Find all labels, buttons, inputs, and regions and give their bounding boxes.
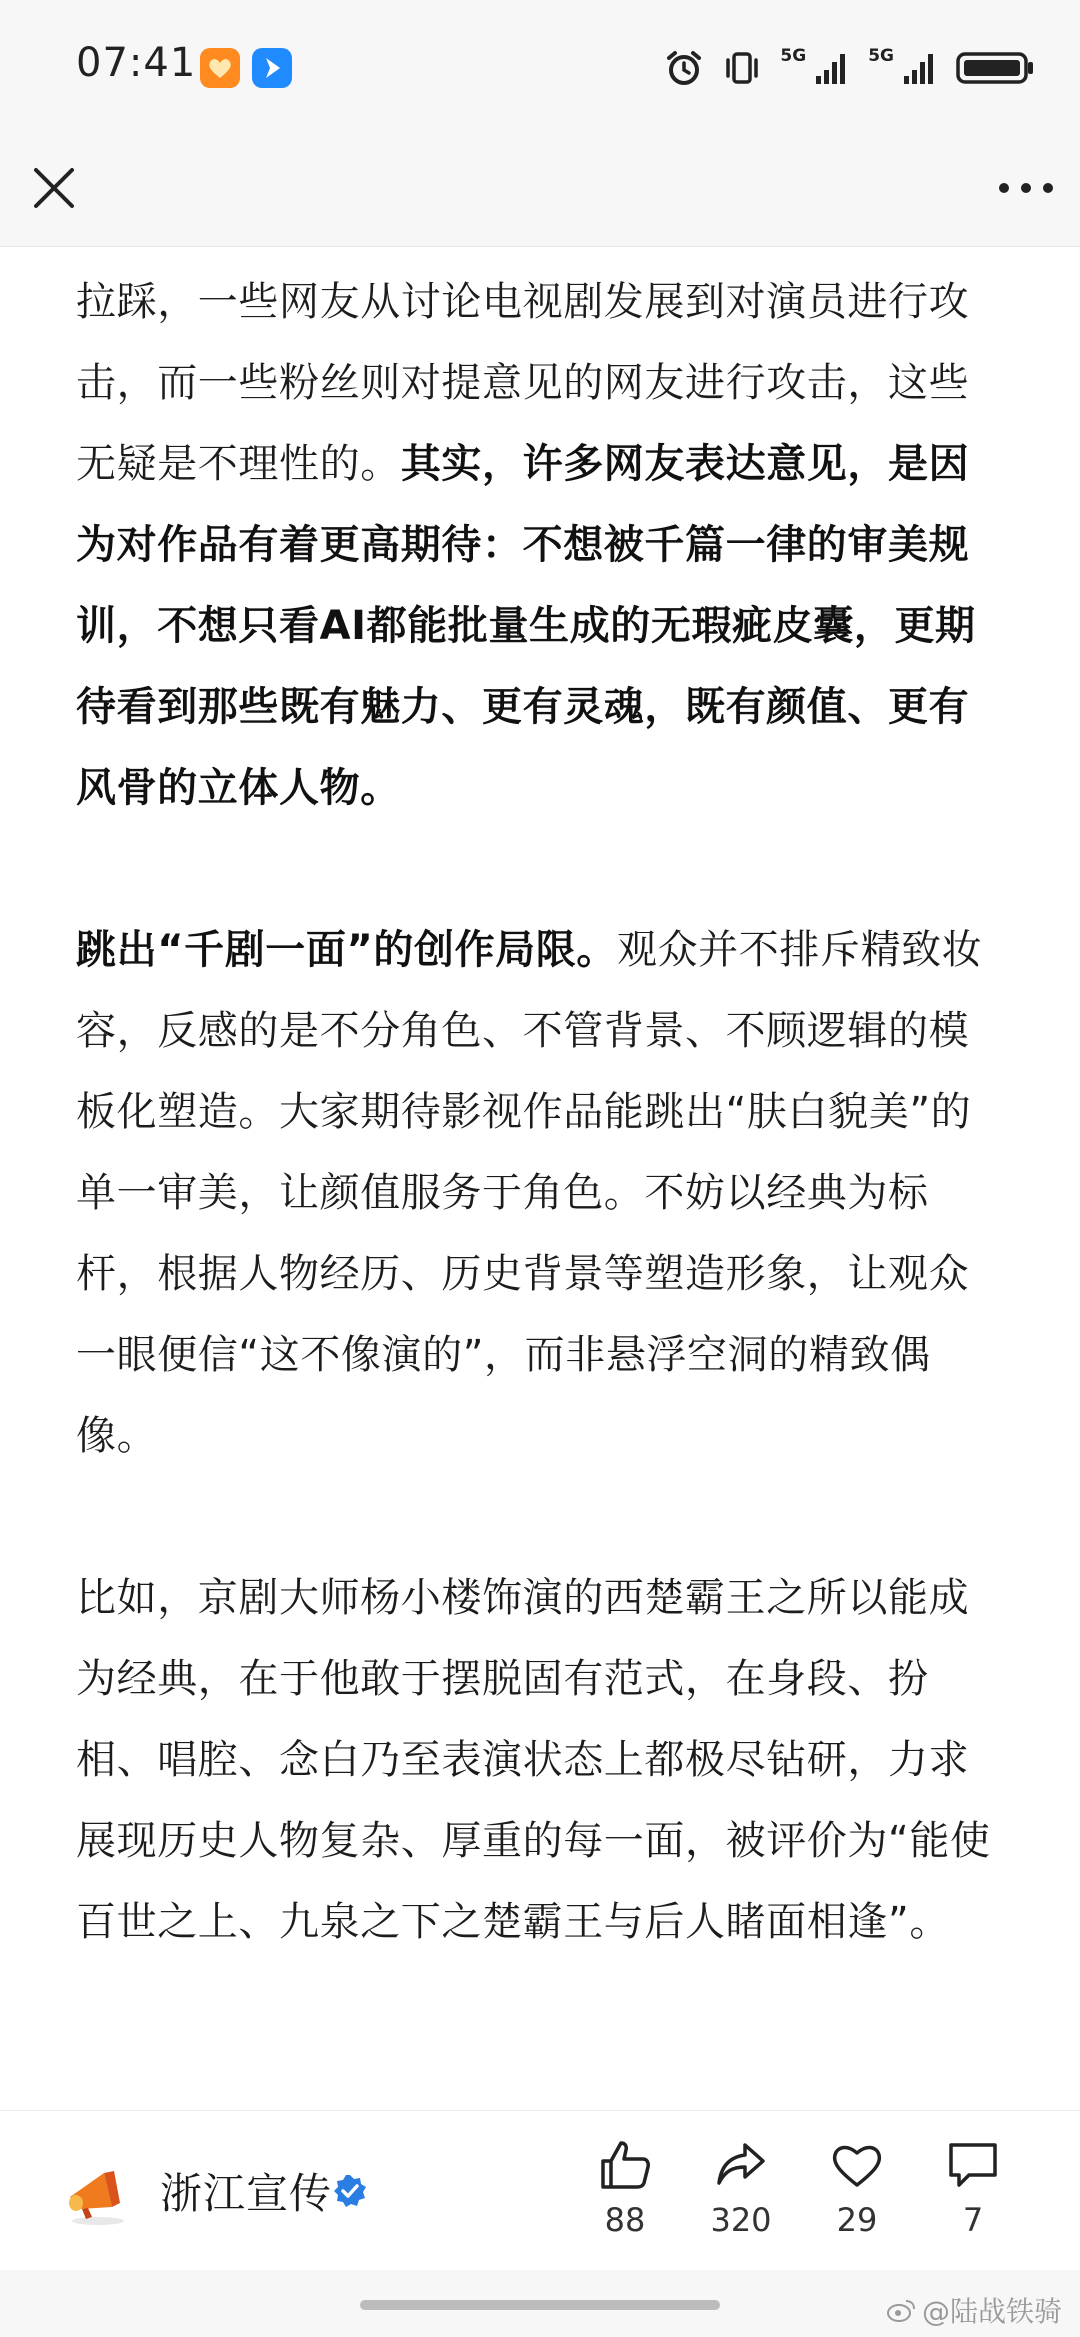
paragraph-1-bold: 其实，许多网友表达意见，是因为对作品有着更高期待：不想被千篇一律的审美规训，不想只看AI都能批量生成的无瑕疵皮囊，更期待看到那些既有魅力、更有灵魂，既有颜值、更有风骨的立体人物。 — [76, 441, 976, 811]
heart-icon — [829, 2137, 885, 2193]
signal-label-1: 5G — [780, 46, 807, 66]
blue-app-icon — [252, 48, 292, 88]
watermark-text: @陆战铁骑 — [921, 2295, 1062, 2328]
paragraph-3-text: 比如，京剧大师杨小楼饰演的西楚霸王之所以能成为经典，在于他敢于摆脱固有范式，在身段、扮相、唱腔、念白乃至表演状态上都极尽钻研，力求展现历史人物复杂、厚重的每一面，被评价为“能使百世之上、九泉之下之楚霸王与后人睹面相逢”。 — [76, 1575, 991, 1945]
paragraph-2-bold: 跳出“千剧一面”的创作局限。 — [76, 927, 617, 973]
heart-app-icon — [200, 48, 240, 88]
weibo-logo-icon — [886, 2297, 916, 2323]
comment-button[interactable] — [918, 2137, 1028, 2239]
paragraph-1 — [76, 262, 1006, 829]
megaphone-avatar-icon — [60, 2153, 136, 2229]
avatar[interactable] — [60, 2153, 136, 2229]
status-bar — [0, 0, 1080, 140]
close-icon — [26, 160, 82, 216]
like-button[interactable] — [570, 2137, 680, 2239]
bottom-action-bar — [0, 2110, 1080, 2271]
repost-count: 320 — [710, 2201, 772, 2239]
signal-icon — [898, 48, 938, 88]
repost-icon — [713, 2137, 769, 2193]
more-button[interactable] — [996, 164, 1056, 212]
author-name[interactable]: 浙江宣传 — [160, 2169, 333, 2218]
paragraph-3 — [76, 1558, 1006, 1963]
top-nav — [0, 140, 1080, 247]
more-icon — [996, 164, 1056, 212]
watermark — [886, 2290, 1062, 2330]
signal-icon — [810, 48, 850, 88]
paragraph-2 — [76, 910, 1006, 1477]
paragraph-2-text: 观众并不排斥精致妆容，反感的是不分角色、不管背景、不顾逻辑的模板化塑造。大家期待影视作品能跳出“肤白貌美”的单一审美，让颜值服务于角色。不妨以经典为标杆，根据人物经历、历史背景等塑造形象，让观众一眼便信“这不像演的”，而非悬浮空洞的精致偶像。 — [76, 927, 983, 1459]
like-count: 88 — [604, 2201, 646, 2239]
paragraph-1-text: 拉踩，一些网友从讨论电视剧发展到对演员进行攻击，而一些粉丝则对提意见的网友进行攻击，这些无疑是不理性的。 — [76, 279, 970, 487]
repost-button[interactable] — [686, 2137, 796, 2239]
alarm-icon — [664, 48, 704, 88]
signal-label-2: 5G — [868, 46, 894, 66]
favorite-button[interactable] — [802, 2137, 912, 2239]
article-body — [76, 262, 1006, 1963]
vibrate-icon — [722, 48, 762, 88]
comment-icon — [945, 2137, 1001, 2193]
verified-icon — [332, 2173, 368, 2209]
close-button[interactable] — [26, 160, 82, 216]
battery-icon — [956, 48, 1036, 88]
home-indicator[interactable] — [360, 2300, 720, 2310]
status-indicators — [664, 44, 1036, 92]
status-time: 07:41 — [76, 40, 197, 86]
comment-count: 7 — [962, 2201, 984, 2239]
favorite-count: 29 — [836, 2201, 878, 2239]
like-icon — [597, 2137, 653, 2193]
